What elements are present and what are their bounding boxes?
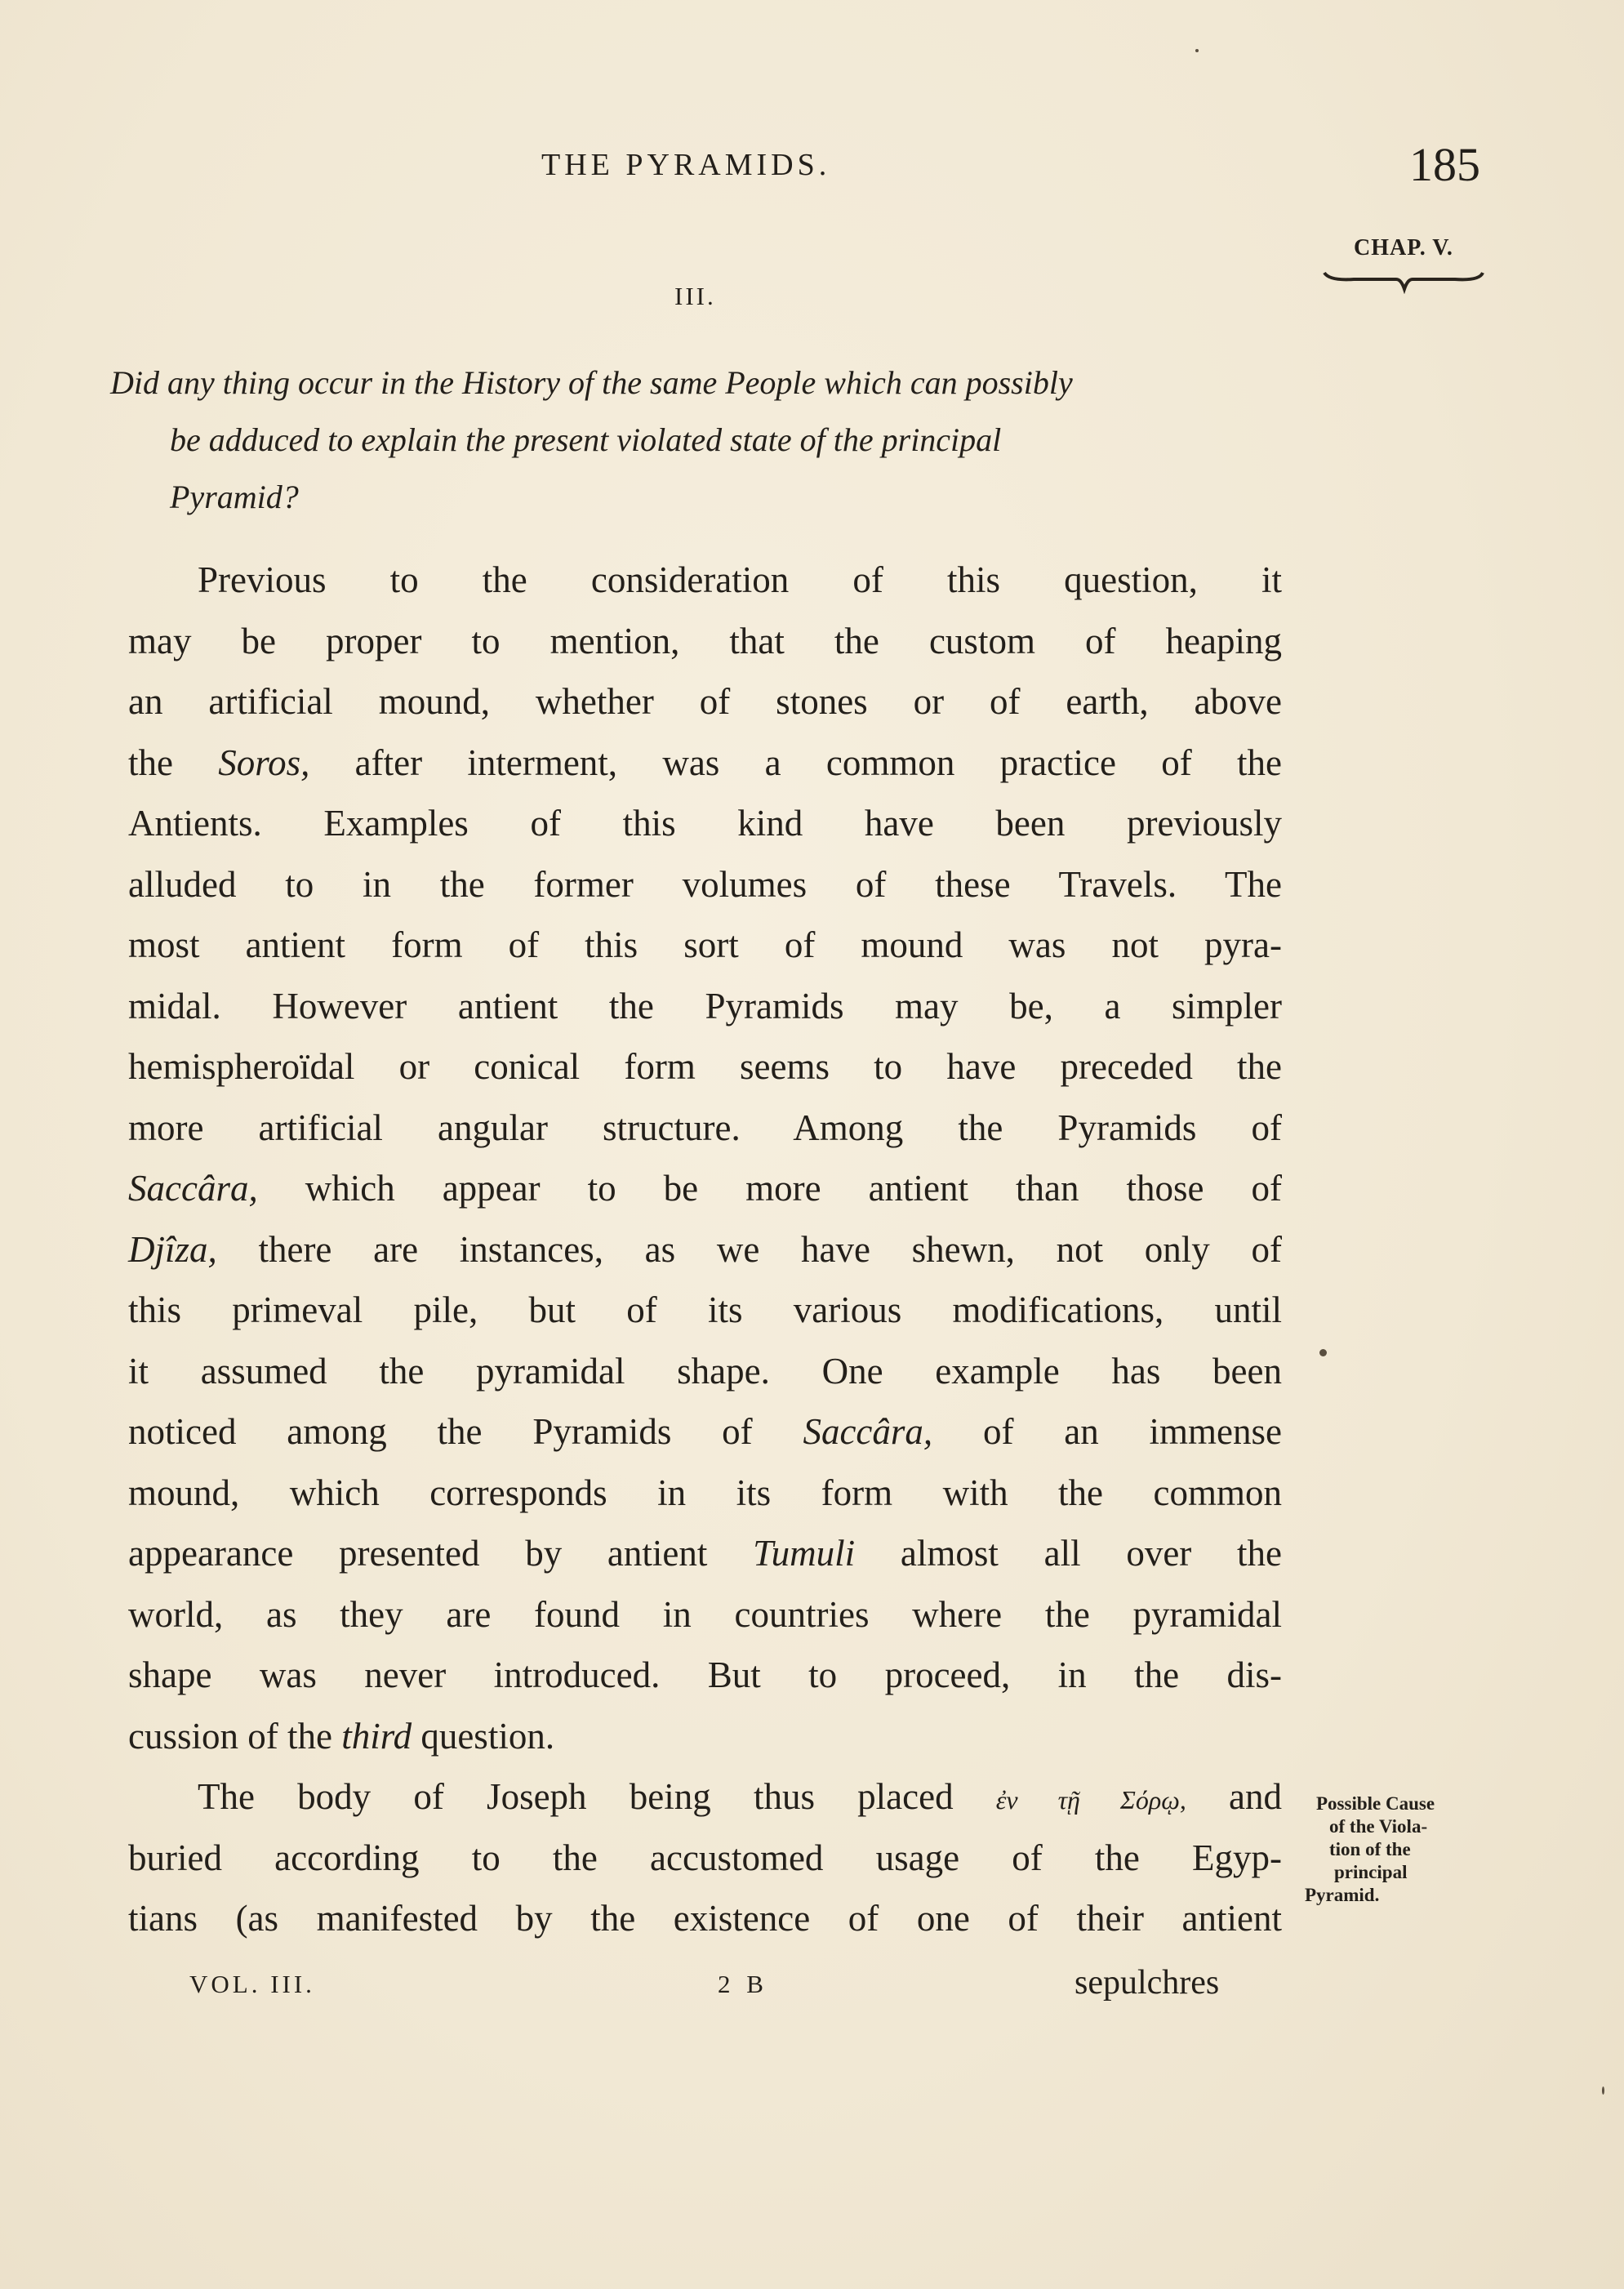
text-run: world, as they are found in countries where the pyramidal (128, 1594, 1282, 1635)
body-line (128, 617, 1282, 666)
text-run: almost all over the (855, 1533, 1282, 1574)
question-line: Did any thing occur in the History of the same People which can possibly (110, 364, 1073, 401)
margin-note-line: Possible Cause (1316, 1793, 1435, 1814)
body-line (128, 920, 1282, 969)
text-run: shape was never introduced. But to proceed, in the dis- (128, 1654, 1282, 1695)
text-run: tians (as manifested by the existence of one of their antient (128, 1898, 1282, 1939)
margin-note-line: of the Viola- (1329, 1816, 1428, 1837)
text-run: midal. However antient the Pyramids may be, a simpler (128, 986, 1282, 1026)
body-line (128, 1042, 1282, 1091)
italic-term: ἐν τῇ Σόρῳ, (995, 1785, 1186, 1815)
body-line (128, 1650, 1282, 1699)
body-line (128, 677, 1282, 726)
running-head: THE PYRAMIDS. (541, 148, 831, 182)
italic-term: third (341, 1716, 412, 1757)
body-line (128, 799, 1282, 848)
body-line (128, 1894, 1282, 1943)
body-line (128, 1225, 1282, 1274)
text-run: after interment, was a common practice of the (309, 742, 1282, 783)
body-line (128, 1285, 1282, 1334)
text-run: cussion of the (128, 1716, 342, 1757)
text-run: which appear to be more antient than those of (257, 1168, 1282, 1209)
margin-note-line: Pyramid. (1305, 1885, 1380, 1905)
chapter-brace-ornament (1321, 269, 1484, 294)
volume-label: VOL. III. (189, 1970, 315, 1998)
text-run: more artificial angular structure. Among the Pyramids of (128, 1107, 1282, 1148)
body-line (128, 1712, 554, 1761)
text-run: the (128, 742, 219, 783)
text-run: mound, which corresponds in its form with the common (128, 1472, 1282, 1513)
text-run: Antients. Examples of this kind have been previously (128, 803, 1282, 844)
signature-mark: 2 B (718, 1970, 768, 1998)
body-line (128, 982, 1282, 1031)
text-run: there are instances, as we have shewn, not only of (216, 1229, 1282, 1270)
text-run: noticed among the Pyramids of (128, 1411, 803, 1452)
body-line (198, 555, 1282, 604)
text-run: this primeval pile, but of its various modifications, until (128, 1289, 1282, 1330)
margin-note-line: principal (1334, 1862, 1408, 1882)
body-line (128, 1833, 1282, 1882)
question-line: be adduced to explain the present violated state of the principal (170, 421, 1002, 458)
text-run: hemispheroïdal or conical form seems to have preceded the (128, 1046, 1282, 1087)
chapter-label: CHAP. V. (1354, 235, 1453, 261)
text-run: may be proper to mention, that the custom of heaping (128, 621, 1282, 661)
text-run: question. (412, 1716, 555, 1757)
text-run: appearance presented by antient (128, 1533, 754, 1574)
text-run: Previous to the consideration of this question, it (198, 559, 1282, 600)
text-run: buried according to the accustomed usage of the Egyp- (128, 1837, 1282, 1878)
body-line (128, 1347, 1282, 1396)
catchword: sepulchres (1075, 1964, 1220, 2002)
text-run: of an immense (932, 1411, 1283, 1452)
margin-note-line: tion of the (1329, 1839, 1411, 1859)
body-line (128, 1468, 1282, 1517)
ink-speck (1602, 2086, 1604, 2095)
text-run: and (1186, 1776, 1283, 1817)
text-run: it assumed the pyramidal shape. One example has been (128, 1351, 1282, 1392)
italic-term: Soros, (218, 742, 310, 783)
body-line (198, 1772, 1282, 1821)
italic-term: Saccâra, (803, 1411, 933, 1452)
body-line (128, 1590, 1282, 1639)
text-run: most antient form of this sort of mound was not pyra- (128, 924, 1282, 965)
body-line (128, 1164, 1282, 1213)
ink-speck (1319, 1349, 1327, 1356)
text-run: alluded to in the former volumes of these Travels. The (128, 864, 1282, 905)
ink-speck (1195, 49, 1199, 52)
page-number: 185 (1409, 138, 1480, 191)
body-line (128, 738, 1282, 787)
text-run: The body of Joseph being thus placed (198, 1776, 996, 1817)
body-line (128, 1529, 1282, 1578)
italic-term: Tumuli (753, 1533, 856, 1574)
italic-term: Saccâra, (128, 1168, 258, 1209)
section-number: III. (674, 282, 716, 310)
text-run: an artificial mound, whether of stones or of earth, above (128, 681, 1282, 722)
question-line: Pyramid? (170, 479, 299, 515)
body-line (128, 1407, 1282, 1456)
body-line (128, 1103, 1282, 1152)
body-line (128, 860, 1282, 909)
italic-term: Djîza, (128, 1229, 217, 1270)
